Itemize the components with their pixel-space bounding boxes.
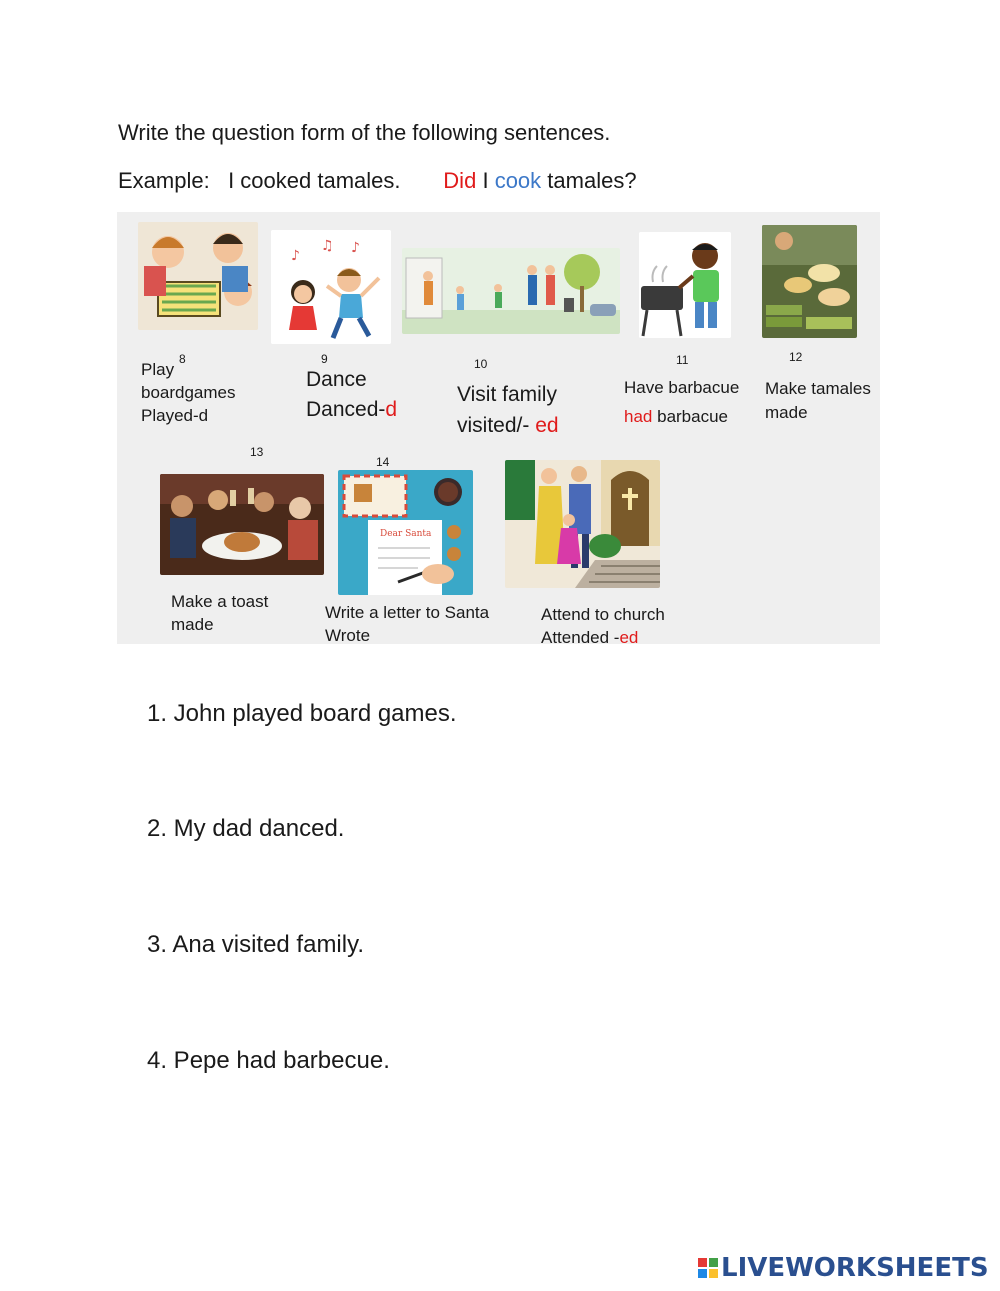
activity-label: Visit family (457, 383, 557, 406)
example-rest: tamales? (547, 168, 637, 193)
activity-label-2: boardgames (141, 383, 236, 402)
activity-past: Danced-d (306, 398, 398, 421)
liveworksheets-logo (698, 1253, 989, 1283)
church-picture (505, 460, 660, 588)
activity-past: Played-d (141, 406, 209, 425)
activity-number: 14 (376, 455, 390, 469)
board-games-picture (138, 222, 258, 330)
activity-past: Wrote (325, 626, 371, 645)
logo-grid-icon (698, 1258, 718, 1278)
svg-text:Dear Santa: Dear Santa (380, 529, 432, 539)
question-1: 1. John played board games. (147, 700, 457, 727)
example-label: Example: (118, 168, 210, 193)
tamales-picture (762, 225, 857, 338)
activity-label: Play (141, 360, 175, 379)
activity-label: Write a letter to Santa (325, 603, 490, 622)
logo-square (709, 1269, 718, 1278)
logo-text: LIVEWORKSHEETS (721, 1253, 989, 1283)
svg-text:♪: ♪ (351, 240, 360, 256)
svg-text:♪: ♪ (291, 248, 300, 264)
example-line (118, 168, 637, 194)
activity-number: 8 (179, 352, 186, 366)
activity-label: Dance (306, 368, 367, 391)
activity-number: 10 (474, 357, 488, 371)
activity-past: made (171, 615, 214, 634)
example-sentence: I cooked tamales. (228, 168, 401, 193)
example-verb: cook (494, 168, 542, 193)
activity-number: 13 (250, 445, 264, 459)
instructions: Write the question form of the following sentences. (118, 120, 611, 145)
activity-label: Attend to church (541, 605, 665, 624)
letter-to-santa-picture (338, 470, 473, 595)
activity-past: made (765, 403, 808, 422)
activity-number: 9 (321, 352, 328, 366)
barbecue-picture (639, 232, 731, 338)
activities-panel (117, 212, 880, 647)
logo-square (709, 1258, 718, 1267)
toast-picture (160, 474, 324, 575)
activity-past: visited/- ed (457, 414, 559, 437)
svg-text:♫: ♫ (321, 238, 334, 254)
activity-label: Make tamales (765, 379, 871, 398)
activity-label: Have barbacue (624, 378, 740, 397)
activity-past: Attended -ed (541, 628, 639, 647)
activity-number: 12 (789, 350, 803, 364)
question-4: 4. Pepe had barbecue. (147, 1047, 390, 1074)
example-did: Did (443, 168, 477, 193)
logo-square (698, 1269, 707, 1278)
activity-label: Make a toast (171, 592, 269, 611)
activity-number: 11 (676, 353, 689, 367)
activity-past: had barbacue (624, 407, 728, 426)
visit-family-picture (402, 248, 620, 334)
question-3: 3. Ana visited family. (147, 931, 364, 958)
dancing-kids-picture (271, 230, 391, 344)
logo-square (698, 1258, 707, 1267)
example-subject: I (482, 168, 489, 193)
question-2: 2. My dad danced. (147, 815, 345, 842)
